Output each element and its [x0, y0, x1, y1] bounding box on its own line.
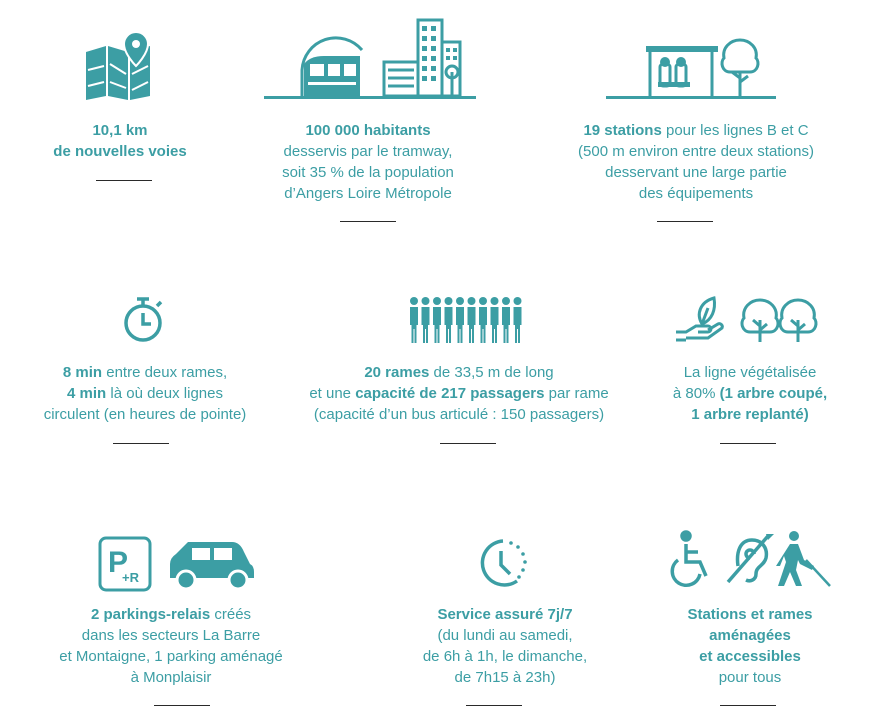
- text-regular: des équipements: [638, 185, 754, 202]
- svg-text:P: P: [108, 546, 129, 579]
- text-bold: (1 arbre coupé,: [719, 385, 828, 402]
- text-line: [650, 625, 850, 646]
- text-regular: et une: [309, 385, 356, 402]
- park-and-ride-car-icon: [98, 536, 268, 592]
- text-regular: pour tous: [718, 669, 782, 686]
- text-line: [286, 404, 632, 425]
- text-bold: Stations et rames: [687, 606, 813, 623]
- divider: [113, 443, 169, 444]
- text-bold: 2 parkings-relais: [90, 606, 211, 623]
- text-regular: et Montaigne, 1 parking aménagé: [59, 648, 283, 665]
- text-bold: 20 rames: [364, 364, 430, 381]
- text-line: [536, 162, 856, 183]
- cell-text: [40, 604, 302, 688]
- text-bold: Service assuré 7j/7: [437, 606, 573, 623]
- text-regular: là où deux lignes: [106, 385, 223, 402]
- text-line: [650, 667, 850, 688]
- tram-city-icon: [264, 16, 476, 100]
- divider: [96, 180, 152, 181]
- text-regular: de 33,5 m de long: [429, 364, 554, 381]
- text-line: [380, 667, 630, 688]
- text-regular: par rame: [544, 385, 609, 402]
- text-line: [20, 362, 270, 383]
- cell-text: [250, 120, 486, 204]
- text-line: [650, 604, 850, 625]
- cell-text: [380, 604, 630, 688]
- text-bold: aménagées: [709, 627, 791, 644]
- text-line: [20, 383, 270, 404]
- text-bold: 4 min: [67, 385, 107, 402]
- text-bold: 19 stations: [583, 122, 662, 139]
- text-regular: desservis par le tramway,: [283, 143, 453, 160]
- divider: [154, 705, 210, 706]
- text-line: [40, 604, 302, 625]
- accessibility-icon: [666, 530, 836, 588]
- text-line: [40, 625, 302, 646]
- text-bold: 10,1 km: [92, 122, 148, 139]
- text-line: [380, 604, 630, 625]
- tram-shelter-icon: [606, 36, 776, 100]
- map-pin-icon: [84, 30, 164, 100]
- text-line: [250, 162, 486, 183]
- divider: [720, 705, 776, 706]
- divider: [466, 705, 522, 706]
- divider: [340, 221, 396, 222]
- svg-text:+R: +R: [122, 570, 139, 585]
- text-line: [286, 362, 632, 383]
- divider: [440, 443, 496, 444]
- text-line: [380, 646, 630, 667]
- text-regular: (500 m environ entre deux stations): [578, 143, 814, 160]
- text-bold: de nouvelles voies: [53, 143, 187, 160]
- cell-text: [650, 604, 850, 688]
- text-bold: 8 min: [62, 364, 103, 381]
- text-line: [250, 120, 486, 141]
- clock-icon: [475, 537, 531, 587]
- cell-text: [536, 120, 856, 204]
- text-bold: 100 000 habitants: [305, 122, 431, 139]
- cell-text: [650, 362, 850, 425]
- text-line: [650, 646, 850, 667]
- text-regular: (capacité d’un bus articulé : 150 passagers): [313, 406, 605, 423]
- text-regular: de 7h15 à 23h): [454, 669, 556, 686]
- text-line: [40, 667, 302, 688]
- text-line: [536, 141, 856, 162]
- text-line: [46, 120, 194, 141]
- divider: [657, 221, 713, 222]
- text-line: [250, 141, 486, 162]
- text-line: [536, 120, 856, 141]
- text-line: [46, 141, 194, 162]
- text-line: [250, 183, 486, 204]
- plant-hand-trees-icon: [672, 294, 822, 346]
- text-regular: soit 35 % de la population: [282, 164, 454, 181]
- text-line: [286, 383, 632, 404]
- text-line: [536, 183, 856, 204]
- text-line: [650, 404, 850, 425]
- text-bold: et accessibles: [699, 648, 801, 665]
- text-line: [650, 383, 850, 404]
- text-line: [20, 404, 270, 425]
- text-regular: créés: [210, 606, 252, 623]
- text-regular: à Monplaisir: [130, 669, 212, 686]
- text-regular: circulent (en heures de pointe): [43, 406, 247, 423]
- text-regular: (du lundi au samedi,: [437, 627, 573, 644]
- text-regular: desservant une large partie: [605, 164, 787, 181]
- stopwatch-icon: [123, 296, 163, 344]
- text-regular: d’Angers Loire Métropole: [284, 185, 452, 202]
- text-line: [40, 646, 302, 667]
- text-bold: 1 arbre replanté): [691, 406, 809, 423]
- text-regular: de 6h à 1h, le dimanche,: [422, 648, 588, 665]
- text-regular: pour les lignes B et C: [661, 122, 809, 139]
- text-regular: dans les secteurs La Barre: [81, 627, 261, 644]
- text-line: [650, 362, 850, 383]
- text-regular: La ligne végétalisée: [683, 364, 817, 381]
- text-regular: à 80%: [672, 385, 720, 402]
- text-line: [380, 625, 630, 646]
- cell-text: [46, 120, 194, 162]
- text-regular: entre deux rames,: [102, 364, 228, 381]
- divider: [720, 443, 776, 444]
- text-bold: capacité de 217 passagers: [355, 385, 545, 402]
- cell-text: [20, 362, 270, 425]
- cell-text: [286, 362, 632, 425]
- crowd-icon: [406, 296, 526, 346]
